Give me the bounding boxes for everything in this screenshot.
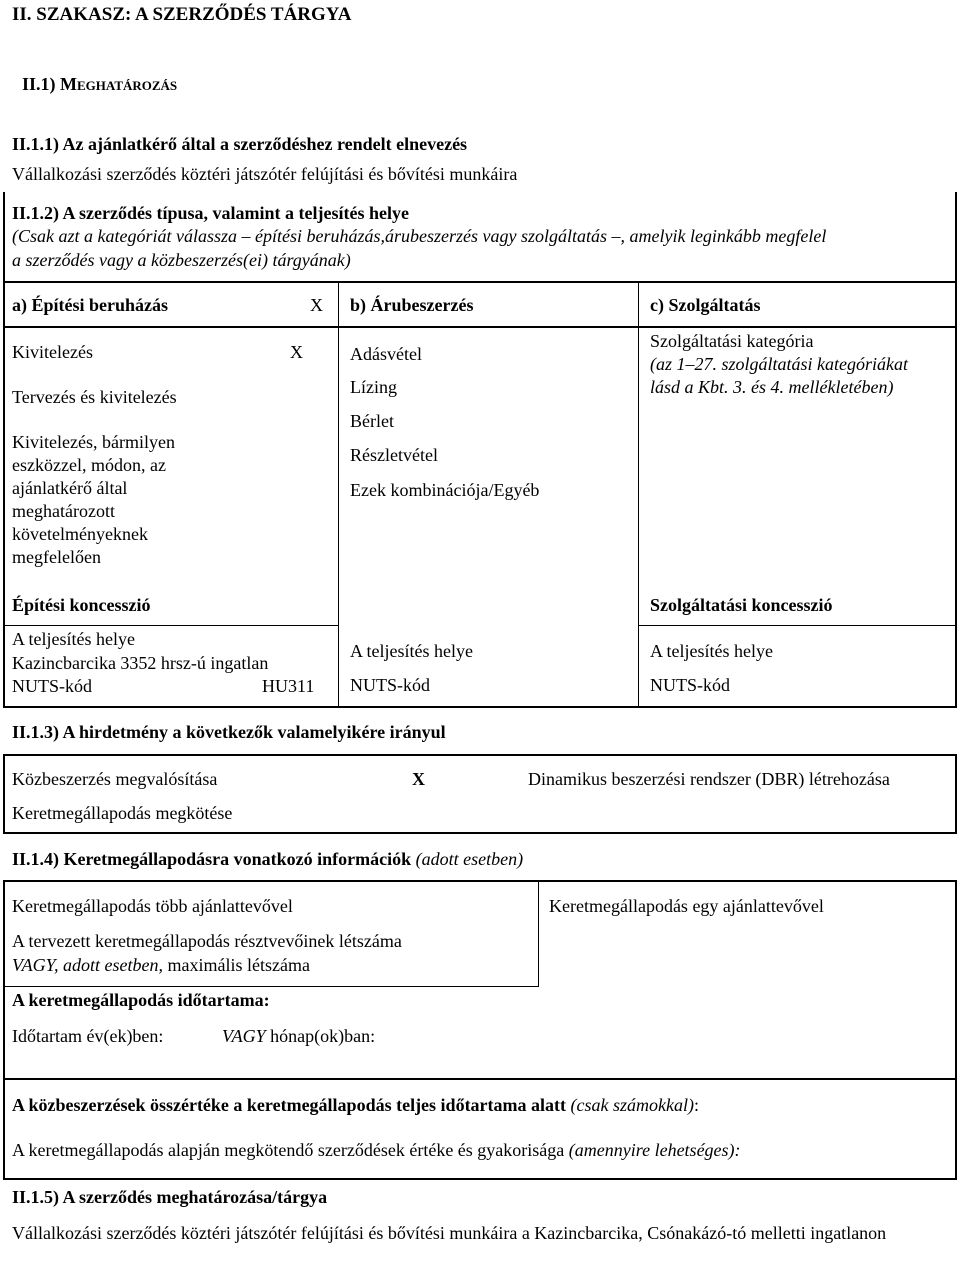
idotartam-honap: VAGY hónap(ok)ban:: [222, 1026, 376, 1046]
s115-title: II.1.5) A szerződés meghatározása/tárgya: [12, 1187, 328, 1207]
b-item-reszletvetel: Részletvétel: [350, 445, 438, 465]
col-c-header: c) Szolgáltatás: [650, 295, 761, 315]
opt-kozbeszerzes: Közbeszerzés megvalósítása: [12, 769, 218, 789]
section-title: II. SZAKASZ: A SZERZŐDÉS TÁRGYA: [12, 4, 352, 25]
idotartam-title: A keretmegállapodás időtartama:: [12, 990, 270, 1010]
column-divider: [638, 282, 639, 707]
table-border-left: [3, 192, 5, 708]
c-kategoria: Szolgáltatási kategória: [650, 331, 814, 351]
c-note-1: (az 1–27. szolgáltatási kategóriákat: [650, 354, 908, 374]
kivitelezes-option: Kivitelezés: [12, 342, 93, 362]
s112-title: II.1.2) A szerződés típusa, valamint a teljesítés helye: [12, 203, 409, 223]
b-item-adasvetel: Adásvétel: [350, 344, 422, 364]
table-border-right: [955, 192, 957, 708]
letszam-2: VAGY, adott esetben, maximális létszáma: [12, 955, 310, 975]
a-nuts-value: HU311: [262, 676, 315, 696]
s111-value: Vállalkozási szerződés köztéri játszótér felújítási és bővítési munkáira: [12, 164, 518, 184]
s112-note-1: (Csak azt a kategóriát válassza – építési beruházás,árubeszerzés vagy szolgáltatás –, amelyik leginkább megfelel: [12, 226, 827, 246]
box-border: [955, 754, 957, 834]
box-border: [3, 754, 5, 834]
col-a-header: a) Építési beruházás: [12, 295, 169, 315]
barmilyen-option-line: követelményeknek: [12, 524, 148, 544]
box-border: [3, 880, 5, 1080]
idotartam-ev: Időtartam év(ek)ben:: [12, 1026, 164, 1046]
col-b-header: b) Árubeszerzés: [350, 295, 474, 315]
epitesi-koncesszio: Építési koncesszió: [12, 595, 151, 615]
b-item-berlet: Bérlet: [350, 411, 394, 431]
box-border: [955, 880, 957, 1080]
box-border: [955, 1080, 957, 1180]
column-divider: [538, 881, 539, 986]
col-a-mark: X: [310, 295, 323, 315]
column-divider: [338, 282, 339, 707]
b-item-lizing: Lízing: [350, 377, 397, 397]
b-place-label: A teljesítés helye: [350, 641, 473, 661]
box-border: [3, 832, 957, 834]
a-place-label: A teljesítés helye: [12, 629, 135, 649]
szolgaltatasi-koncesszio: Szolgáltatási koncesszió: [650, 595, 833, 615]
barmilyen-option-line: megfelelően: [12, 547, 101, 567]
box-border: [3, 1080, 5, 1180]
box-border: [3, 880, 957, 882]
a-place-value: Kazincbarcika 3352 hrsz-ú ingatlan: [12, 653, 269, 673]
b-nuts-label: NUTS-kód: [350, 675, 430, 695]
s113-title: II.1.3) A hirdetmény a következők valamelyikére irányul: [12, 722, 446, 742]
table-line: [3, 706, 957, 708]
c-place-label: A teljesítés helye: [650, 641, 773, 661]
cell-line: [638, 625, 956, 626]
s111-title: II.1.1) Az ajánlatkérő által a szerződéshez rendelt elnevezés: [12, 134, 468, 154]
osszertek: A közbeszerzések összértéke a keretmegállapodás teljes időtartama alatt (csak számokkal):: [12, 1095, 700, 1115]
tervezes-option: Tervezés és kivitelezés: [12, 387, 177, 407]
barmilyen-option-line: ajánlatkérő által: [12, 478, 128, 498]
box-border: [3, 1178, 957, 1180]
box-border: [3, 754, 957, 756]
c-nuts-label: NUTS-kód: [650, 675, 730, 695]
a-nuts-label: NUTS-kód: [12, 676, 92, 696]
table-line: [3, 281, 957, 283]
table-line: [3, 326, 957, 328]
opt-kozbeszerzes-mark: X: [412, 769, 425, 789]
opt-dbr: Dinamikus beszerzési rendszer (DBR) létrehozása: [528, 769, 890, 789]
subsection-title: II.1) MEGHATÁROZÁS: [22, 74, 178, 94]
s115-value: Vállalkozási szerződés köztéri játszótér felújítási és bővítési munkáira a Kazincbarcika, Csónakázó-tó melletti ingatlanon: [12, 1223, 887, 1243]
cell-line: [3, 625, 339, 626]
s112-note-2: a szerződés vagy a közbeszerzés(ei) tárgyának): [12, 250, 351, 270]
ket-egy: Keretmegállapodás egy ajánlattevővel: [549, 896, 824, 916]
ket-tobb: Keretmegállapodás több ajánlattevővel: [12, 896, 293, 916]
barmilyen-option-line: meghatározott: [12, 501, 115, 521]
kivitelezes-mark: X: [290, 342, 303, 362]
box-border: [3, 1078, 957, 1080]
ertek: A keretmegállapodás alapján megkötendő szerződések értéke és gyakorisága (amennyire lehetséges):: [12, 1140, 741, 1160]
b-item-kombinacio: Ezek kombinációja/Egyéb: [350, 480, 540, 500]
barmilyen-option-line: Kivitelezés, bármilyen: [12, 432, 175, 452]
cell-line: [3, 986, 539, 987]
c-note-2: lásd a Kbt. 3. és 4. mellékletében): [650, 377, 894, 397]
barmilyen-option-line: eszközzel, módon, az: [12, 455, 166, 475]
opt-keretmegallapodas: Keretmegállapodás megkötése: [12, 803, 233, 823]
s114-title: II.1.4) Keretmegállapodásra vonatkozó információk (adott esetben): [12, 849, 524, 869]
letszam-1: A tervezett keretmegállapodás résztvevőinek létszáma: [12, 931, 402, 951]
